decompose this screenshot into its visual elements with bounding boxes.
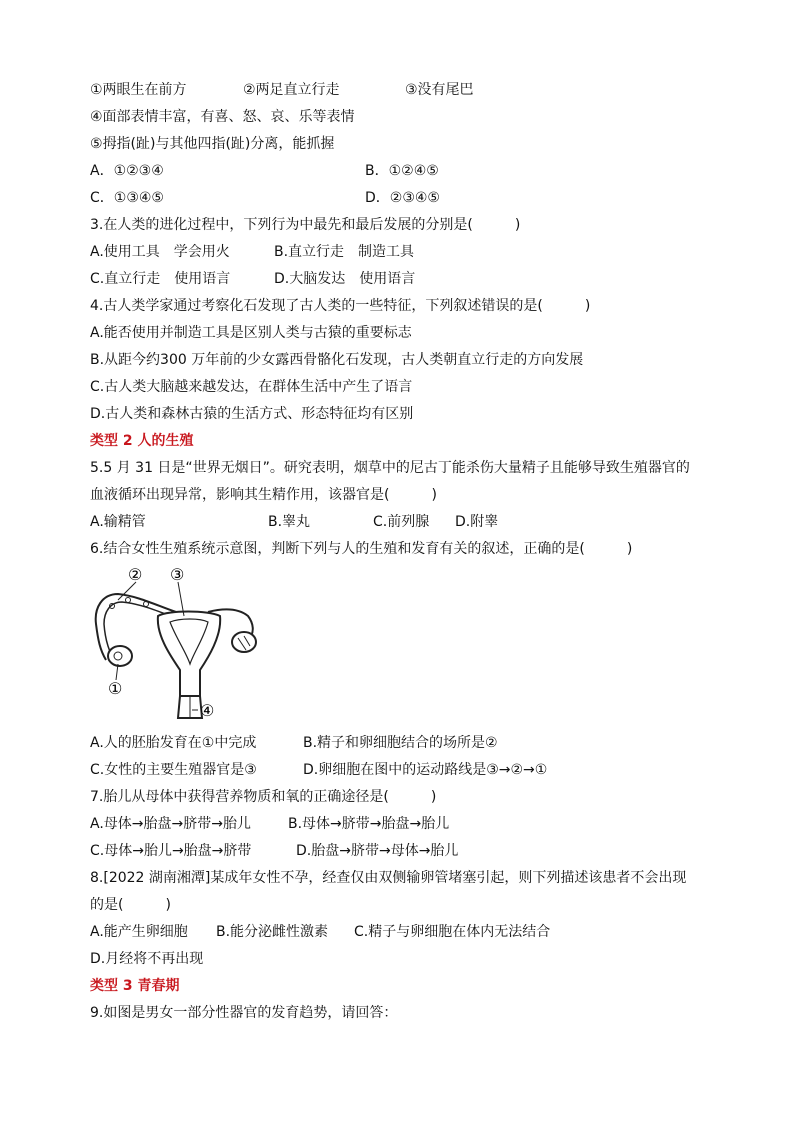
q2-choice-b: B．①②④⑤ [365, 163, 439, 179]
q4-choice-c: C.古人类大脑越来越发达，在群体生活中产生了语言 [90, 379, 413, 395]
uterus [158, 612, 220, 697]
q8-stem-line2: 的是( ) [90, 897, 171, 913]
egg-cell-2 [126, 598, 131, 603]
q8-stem-line1: 8.[2022 湖南湘潭]某成年女性不孕，经查仅由双侧输卵管堵塞引起，则下列描述该患者不会出现 [90, 870, 687, 886]
q3-stem: 3.在人类的进化过程中，下列行为中最先和最后发展的分别是( ) [90, 217, 521, 233]
q2-item-3: ③没有尾巴 [405, 82, 474, 98]
diagram-label-4: ④ [200, 701, 215, 720]
q2-item-1: ①两眼生在前方 [90, 82, 187, 98]
q5-stem-line1: 5.5 月 31 日是“世界无烟日”。研究表明，烟草中的尼古丁能杀伤大量精子且能够导致生殖器官的 [90, 460, 690, 476]
q6-stem: 6.结合女性生殖系统示意图，判断下列与人的生殖和发育有关的叙述，正确的是( ) [90, 541, 633, 557]
section-heading-reproduction: 类型 2 人的生殖 [90, 433, 194, 449]
q8-choice-a: A.能产生卵细胞 [90, 924, 188, 940]
diagram-label-3: ③ [170, 566, 185, 584]
q8-choice-b: B.能分泌雌性激素 [216, 924, 329, 940]
q8-choice-c: C.精子与卵细胞在体内无法结合 [354, 924, 551, 940]
q2-choice-c: C．①③④⑤ [90, 190, 164, 206]
q5-choice-d: D.附睾 [455, 514, 499, 530]
q2-item-5: ⑤拇指(趾)与其他四指(趾)分离，能抓握 [90, 136, 335, 152]
q9-stem: 9.如图是男女一部分性器官的发育趋势，请回答： [90, 1005, 398, 1021]
q3-choice-b: B.直立行走 制造工具 [274, 244, 415, 260]
q7-stem: 7.胎儿从母体中获得营养物质和氧的正确途径是( ) [90, 789, 437, 805]
q3-choice-a: A.使用工具 学会用火 [90, 244, 230, 260]
right-ovary [232, 632, 256, 652]
q7-choice-b: B.母体→脐带→胎盘→胎儿 [288, 816, 450, 832]
q6-choice-d: D.卵细胞在图中的运动路线是③→②→① [303, 762, 548, 778]
section-heading-puberty: 类型 3 青春期 [90, 978, 180, 994]
q2-item-2: ②两足直立行走 [243, 82, 340, 98]
q6-choice-b: B.精子和卵细胞结合的场所是② [303, 735, 498, 751]
q7-choice-d: D.胎盘→脐带→母体→胎儿 [296, 843, 459, 859]
q2-item-4: ④面部表情丰富，有喜、怒、哀、乐等表情 [90, 109, 355, 125]
q6-choice-a: A.人的胚胎发育在①中完成 [90, 735, 257, 751]
egg-cell-3 [144, 602, 149, 607]
diagram-label-1: ① [108, 679, 123, 698]
q4-choice-b: B.从距今约300 万年前的少女露西骨骼化石发现，古人类朝直立行走的方向发展 [90, 352, 584, 368]
q3-choice-d: D.大脑发达 使用语言 [274, 271, 416, 287]
q8-choice-d: D.月经将不再出现 [90, 951, 204, 967]
q3-choice-c: C.直立行走 使用语言 [90, 271, 231, 287]
q5-choice-c: C.前列腺 [373, 514, 430, 530]
q5-choice-a: A.输精管 [90, 514, 146, 530]
left-ovary [108, 646, 132, 666]
q7-choice-c: C.母体→胎儿→胎盘→脐带 [90, 843, 252, 859]
q4-stem: 4.古人类学家通过考察化石发现了古人类的一些特征，下列叙述错误的是( ) [90, 298, 591, 314]
q5-choice-b: B.睾丸 [268, 514, 311, 530]
q2-choice-d: D．②③④⑤ [365, 190, 440, 206]
q5-stem-line2: 血液循环出现异常，影响其生精作用，该器官是( ) [90, 487, 437, 503]
q4-choice-d: D.古人类和森林古猿的生活方式、形态特征均有区别 [90, 406, 414, 422]
q2-choice-a: A．①②③④ [90, 163, 164, 179]
female-reproductive-system-diagram [88, 566, 268, 726]
q6-choice-c: C.女性的主要生殖器官是③ [90, 762, 257, 778]
diagram-label-2: ② [128, 566, 143, 584]
q7-choice-a: A.母体→胎盘→脐带→胎儿 [90, 816, 251, 832]
q4-choice-a: A.能否使用并制造工具是区别人类与古猿的重要标志 [90, 325, 412, 341]
